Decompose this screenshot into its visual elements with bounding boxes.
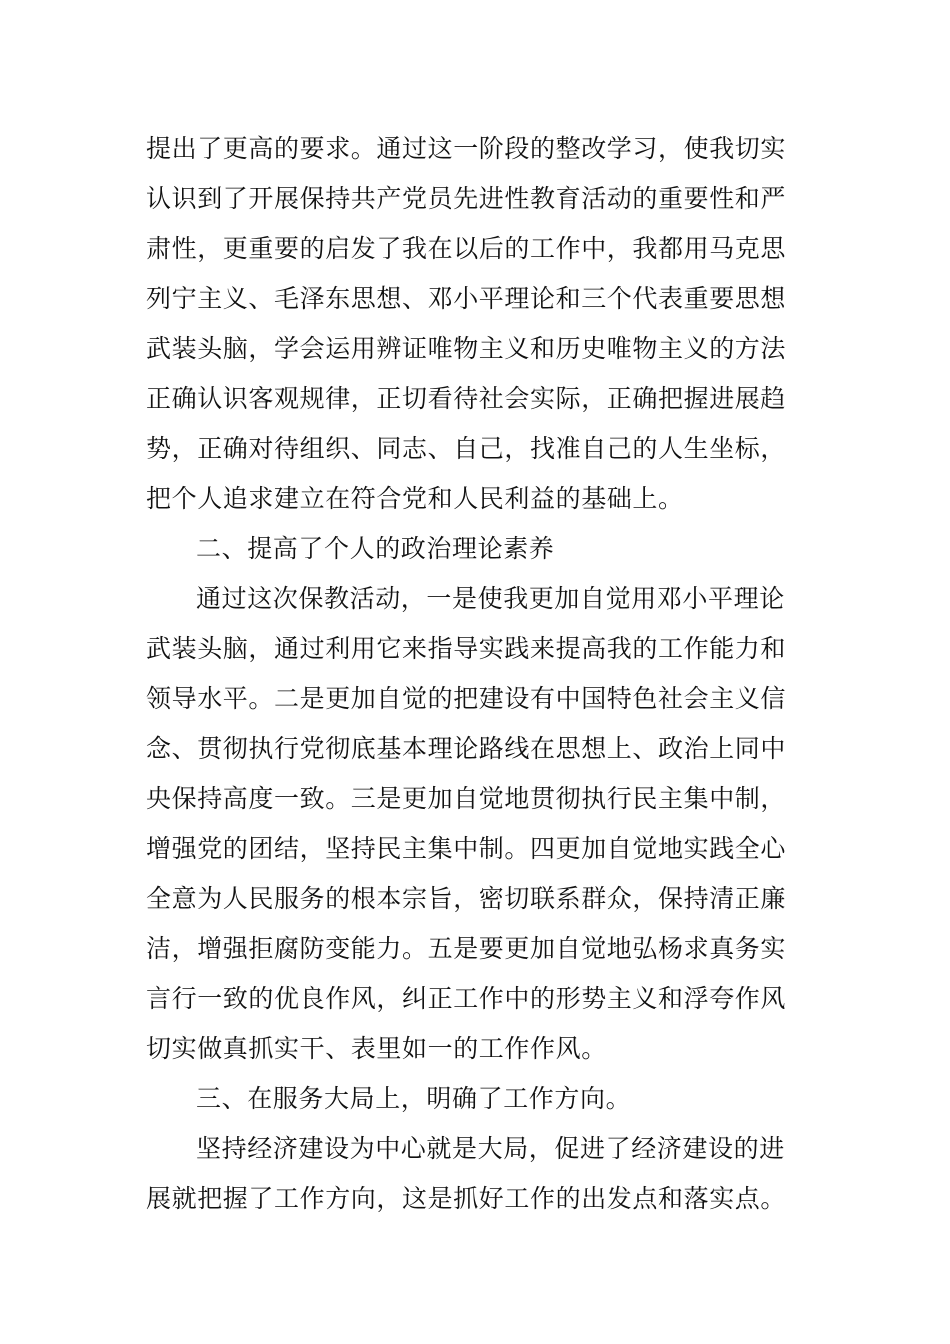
text-line: 武装头脑，通过利用它来指导实践来提高我的工作能力和 bbox=[146, 634, 787, 663]
text-line: 领导水平。二是更加自觉的把建设有中国特色社会主义信 bbox=[146, 684, 787, 713]
text-line: 提出了更高的要求。通过这一阶段的整改学习，使我切实 bbox=[146, 134, 787, 163]
text-line: 通过这次保教活动，一是使我更加自觉用邓小平理论 bbox=[196, 584, 785, 613]
text-line: 展就把握了工作方向，这是抓好工作的出发点和落实点。 bbox=[146, 1184, 787, 1213]
text-line: 正确认识客观规律，正切看待社会实际，正确把握进展趋 bbox=[146, 384, 787, 413]
section-heading-3: 三、在服务大局上，明确了工作方向。 bbox=[196, 1084, 632, 1113]
text-line: 全意为人民服务的根本宗旨，密切联系群众，保持清正廉 bbox=[146, 884, 787, 913]
text-line: 洁，增强拒腐防变能力。五是要更加自觉地弘杨求真务实 bbox=[146, 934, 787, 963]
text-line: 列宁主义、毛泽东思想、邓小平理论和三个代表重要思想 bbox=[146, 284, 787, 313]
text-line: 切实做真抓实干、表里如一的工作作风。 bbox=[146, 1034, 607, 1063]
text-line: 央保持高度一致。三是更加自觉地贯彻执行民主集中制， bbox=[146, 784, 787, 813]
text-line: 坚持经济建设为中心就是大局，促进了经济建设的进 bbox=[196, 1134, 785, 1163]
text-line: 增强党的团结，坚持民主集中制。四更加自觉地实践全心 bbox=[146, 834, 787, 863]
text-line: 认识到了开展保持共产党员先进性教育活动的重要性和严 bbox=[146, 184, 787, 213]
section-heading-2: 二、提高了个人的政治理论素养 bbox=[196, 534, 555, 563]
text-line: 势，正确对待组织、同志、自己，找准自己的人生坐标， bbox=[146, 434, 787, 463]
text-line: 念、贯彻执行党彻底基本理论路线在思想上、政治上同中 bbox=[146, 734, 787, 763]
text-line: 肃性，更重要的启发了我在以后的工作中，我都用马克思 bbox=[146, 234, 787, 263]
text-line: 言行一致的优良作风，纠正工作中的形势主义和浮夸作风 bbox=[146, 984, 787, 1013]
text-line: 武装头脑，学会运用辨证唯物主义和历史唯物主义的方法 bbox=[146, 334, 787, 363]
text-line: 把个人追求建立在符合党和人民利益的基础上。 bbox=[146, 484, 684, 513]
document-body bbox=[146, 124, 808, 1224]
